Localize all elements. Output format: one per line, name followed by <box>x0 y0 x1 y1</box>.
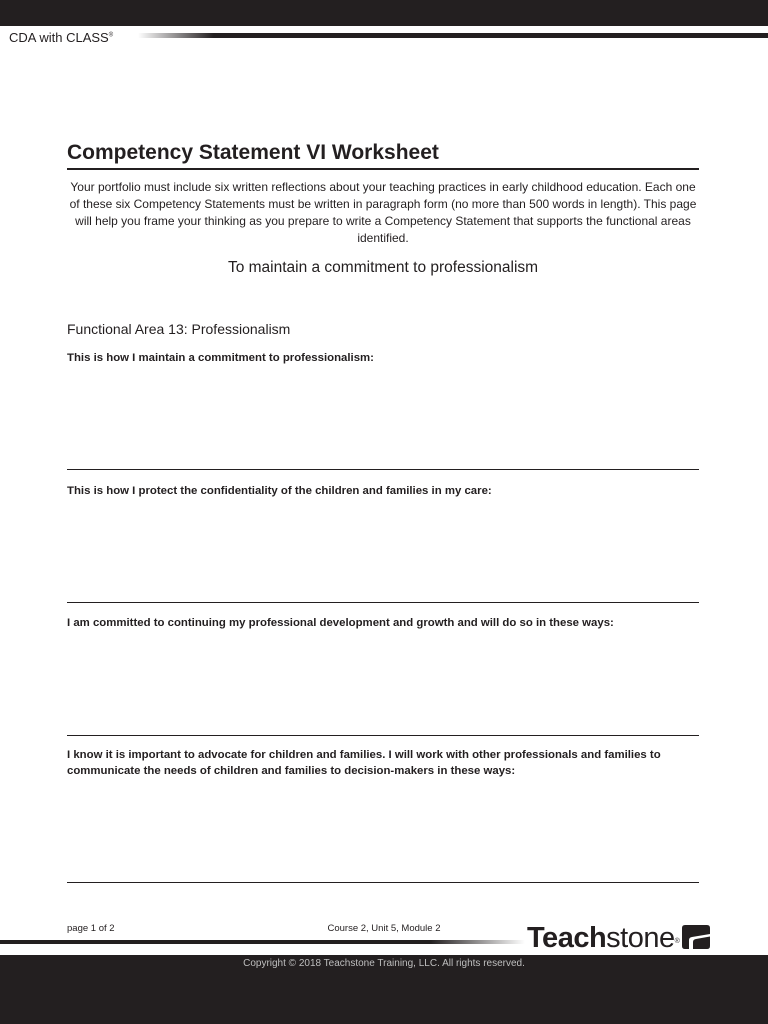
teachstone-logo-icon <box>681 922 711 952</box>
header-rule <box>138 33 768 38</box>
prompt-confidentiality: This is how I protect the confidentiality of the children and families in my care: <box>67 485 492 497</box>
answer-line-3 <box>67 735 699 736</box>
brand-text: CDA with CLASS <box>9 30 109 45</box>
prompt-professional-development: I am committed to continuing my professional development and growth and will do so in these ways: <box>67 617 614 629</box>
brand-name <box>9 30 113 45</box>
worksheet-subtitle: To maintain a commitment to professionalism <box>227 259 539 276</box>
logo-word-light: stone <box>606 922 675 954</box>
functional-area-heading: Functional Area 13: Professionalism <box>67 321 291 337</box>
copyright-text: Copyright © 2018 Teachstone Training, LLC. All rights reserved. <box>243 958 525 969</box>
answer-line-4 <box>67 882 699 883</box>
answer-line-2 <box>67 602 699 603</box>
brand-registered-mark: ® <box>108 32 114 39</box>
prompt-maintain-commitment: This is how I maintain a commitment to professionalism: <box>67 352 374 364</box>
page-title: Competency Statement VI Worksheet <box>67 141 439 164</box>
prompt-advocacy: I know it is important to advocate for children and families. I will work with other professionals and families to communicate the needs of children and families to decision-makers in these ways: <box>67 749 661 777</box>
logo-wordmark <box>527 922 679 954</box>
teachstone-logo <box>527 916 711 954</box>
footer-rule <box>0 940 525 944</box>
course-label: Course 2, Unit 5, Module 2 <box>327 923 441 934</box>
top-bar <box>0 0 768 26</box>
intro-paragraph: Your portfolio must include six written reflections about your teaching practices in early childhood education. Each one of these six Competency Statements must be written in paragraph form (no more than 500 words in length). This page will help you frame your thinking as you prepare to write a Competency Statement that supports the functional areas identified. <box>69 180 697 245</box>
answer-line-1 <box>67 469 699 470</box>
title-divider <box>67 168 699 170</box>
logo-registered-mark: ® <box>674 938 680 945</box>
logo-word-bold: Teach <box>527 922 607 954</box>
page-number: page 1 of 2 <box>67 923 115 934</box>
header-brand-strip <box>0 26 768 48</box>
